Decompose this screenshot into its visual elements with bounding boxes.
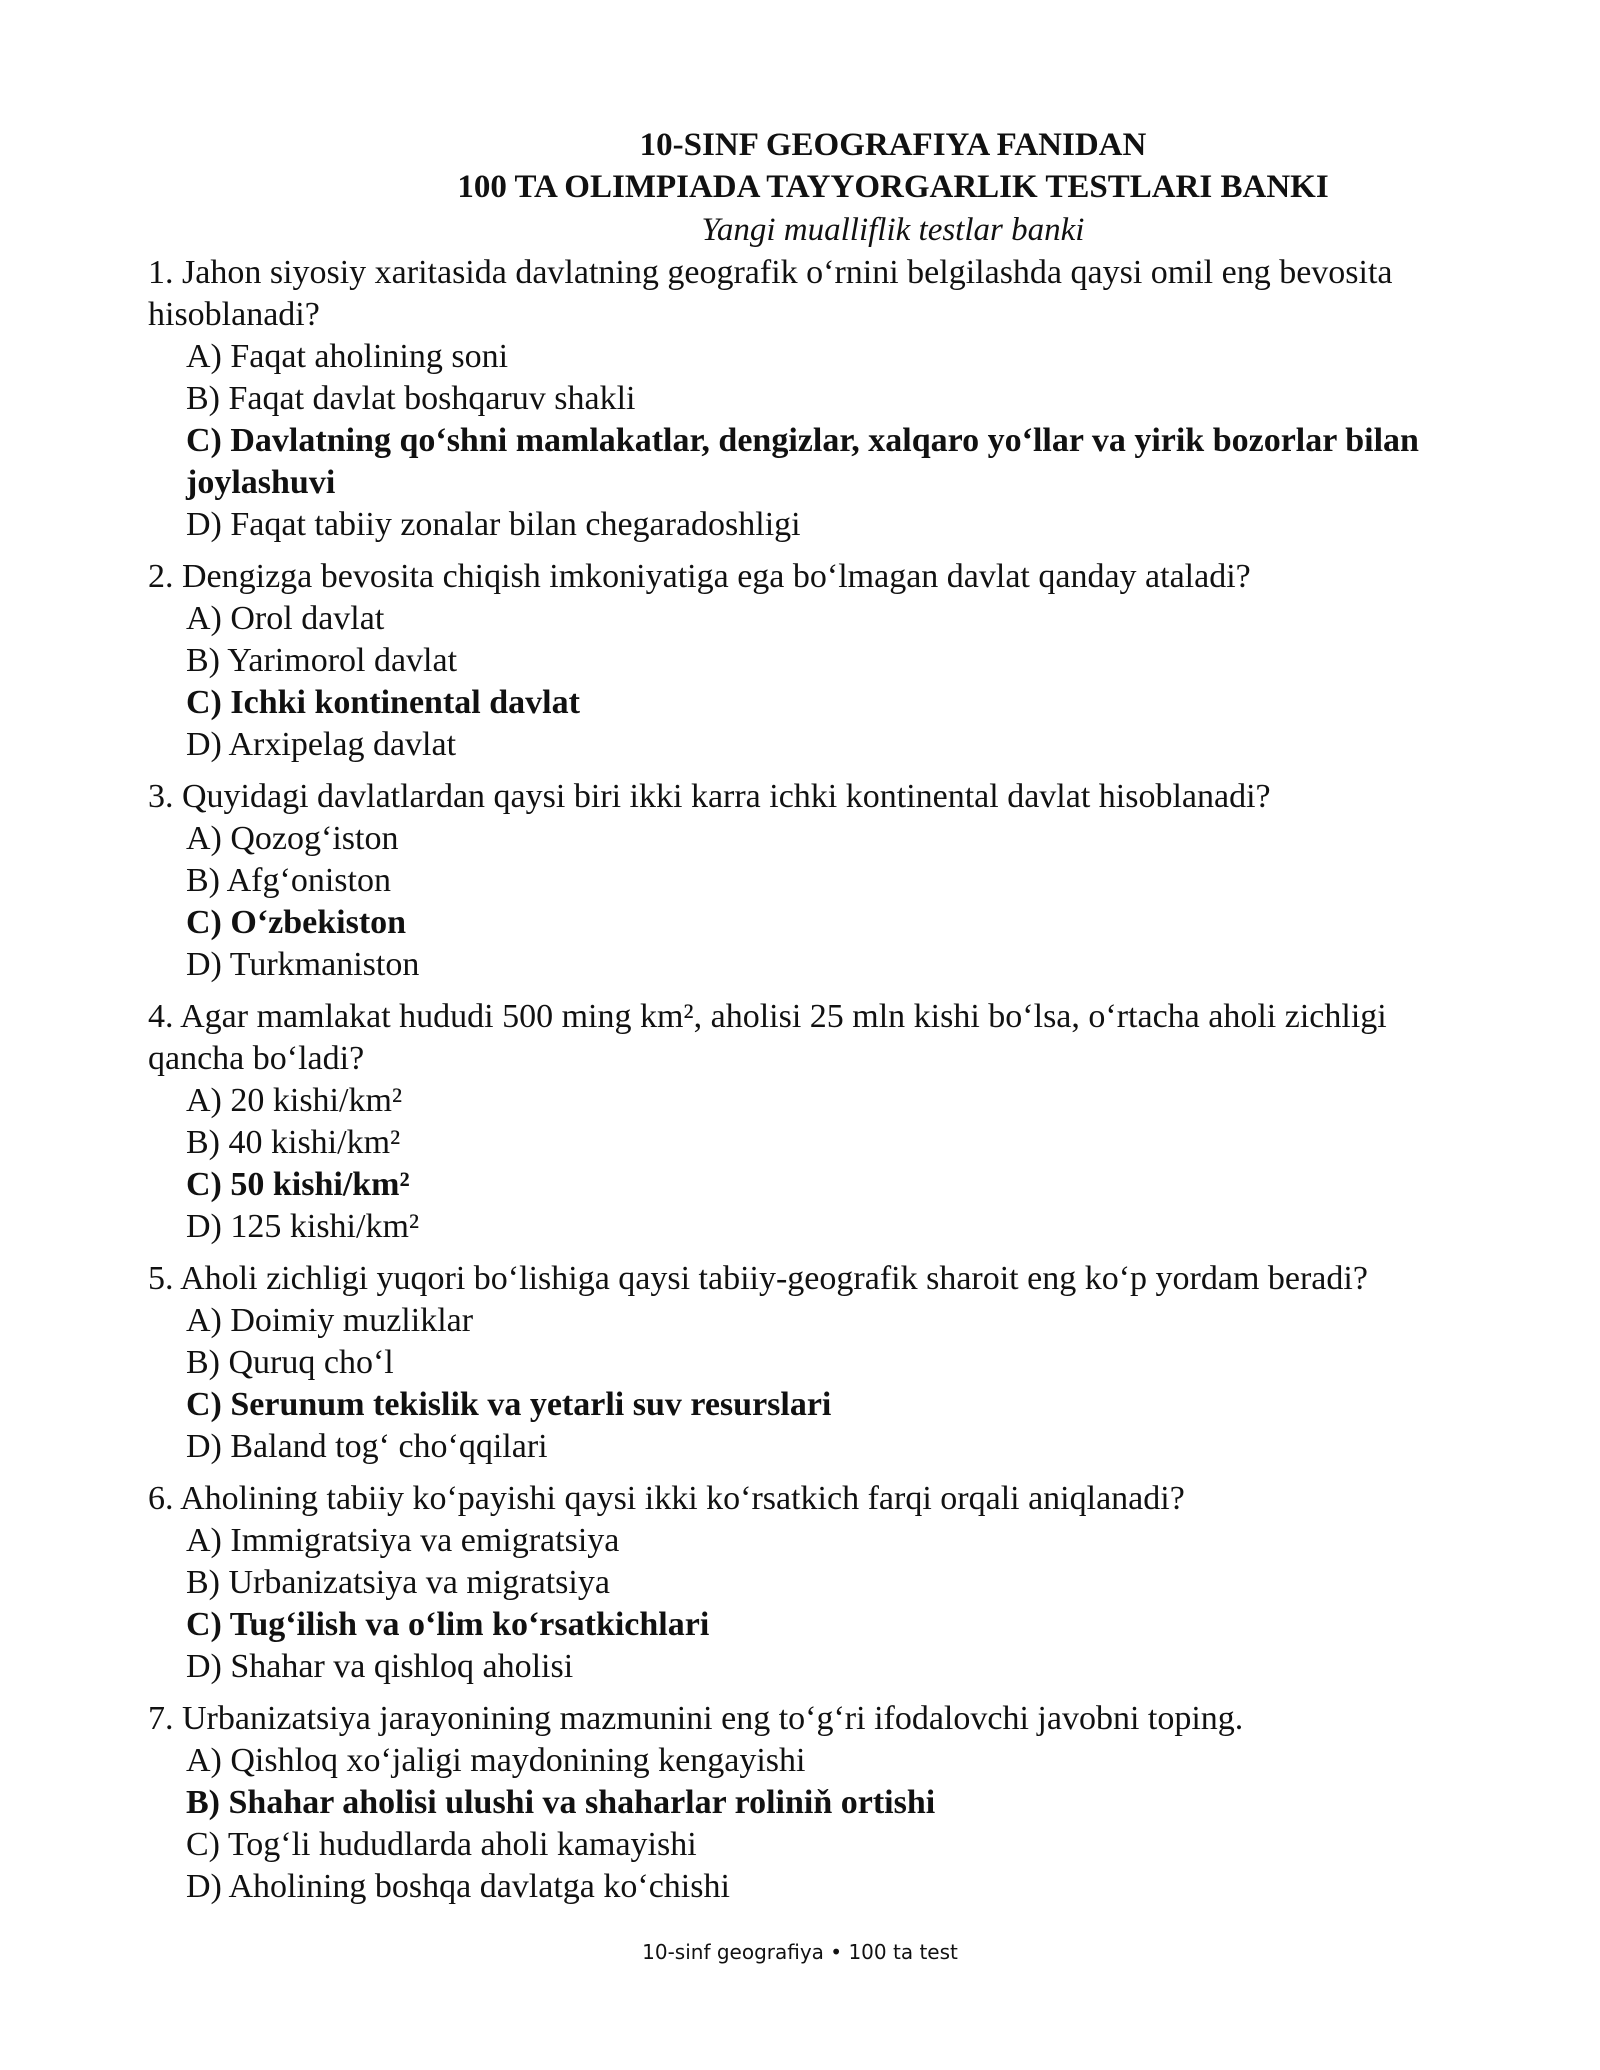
question-1 xyxy=(148,252,1478,546)
correct-answer-option: C) Davlatning qo‘shni mamlakatlar, dengizlar, xalqaro yo‘llar va yirik bozorlar bilan joylashuvi xyxy=(186,422,1419,501)
answer-option: C) Tog‘li hududlarda aholi kamayishi xyxy=(186,1826,697,1863)
answer-option: A) Doimiy muzliklar xyxy=(186,1302,474,1339)
correct-answer-option: C) Ichki kontinental davlat xyxy=(186,684,580,721)
page-footer: 10-sinf geografiya • 100 ta test xyxy=(642,1940,958,1964)
question-text: 4. Agar mamlakat hududi 500 ming km², aholisi 25 mln kishi bo‘lsa, o‘rtacha aholi zichligi qancha bo‘ladi? xyxy=(148,998,1387,1077)
answer-option: D) Baland tog‘ cho‘qqilari xyxy=(186,1428,548,1465)
question-text: 3. Quyidagi davlatlardan qaysi biri ikki karra ichki kontinental davlat hisoblanadi? xyxy=(148,778,1271,815)
correct-answer-option: B) Shahar aholisi ulushi va shaharlar roliniň ortishi xyxy=(186,1784,936,1821)
question-text: 2. Dengizga bevosita chiqish imkoniyatiga ega bo‘lmagan davlat qanday ataladi? xyxy=(148,558,1251,595)
question-text: 7. Urbanizatsiya jarayonining mazmunini eng to‘g‘ri ifodalovchi javobni toping. xyxy=(148,1700,1244,1737)
answer-options xyxy=(148,818,1478,986)
answer-options xyxy=(148,1080,1478,1248)
question-text: 6. Aholining tabiiy ko‘payishi qaysi ikki ko‘rsatkich farqi orqali aniqlanadi? xyxy=(148,1480,1185,1517)
question-text: 5. Aholi zichligi yuqori bo‘lishiga qaysi tabiiy-geografik sharoit eng ko‘p yordam beradi? xyxy=(148,1260,1368,1297)
answer-option: D) Aholining boshqa davlatga ko‘chishi xyxy=(186,1868,730,1905)
answer-option: A) Immigratsiya va emigratsiya xyxy=(186,1522,620,1559)
answer-option: D) Shahar va qishloq aholisi xyxy=(186,1648,574,1685)
answer-option: D) Faqat tabiiy zonalar bilan chegaradoshligi xyxy=(186,506,801,543)
document-header xyxy=(228,124,1558,252)
title-line-1: 10-SINF GEOGRAFIYA FANIDAN xyxy=(639,127,1147,163)
answer-options xyxy=(148,336,1478,546)
answer-options xyxy=(148,1520,1478,1688)
answer-options xyxy=(148,598,1478,766)
title-line-2: 100 TA OLIMPIADA TAYYORGARLIK TESTLARI BANKI xyxy=(457,169,1329,205)
correct-answer-option: C) Tug‘ilish va o‘lim ko‘rsatkichlari xyxy=(186,1606,710,1643)
answer-option: A) Faqat aholining soni xyxy=(186,338,509,375)
correct-answer-option: C) 50 kishi/km² xyxy=(186,1166,410,1203)
question-5 xyxy=(148,1258,1478,1468)
answer-option: D) 125 kishi/km² xyxy=(186,1208,420,1245)
answer-option: D) Turkmaniston xyxy=(186,946,420,983)
correct-answer-option: C) Serunum tekislik va yetarli suv resurslari xyxy=(186,1386,832,1423)
answer-option: B) Yarimorol davlat xyxy=(186,642,458,679)
answer-option: A) 20 kishi/km² xyxy=(186,1082,403,1119)
question-7 xyxy=(148,1698,1478,1908)
answer-option: A) Qozog‘iston xyxy=(186,820,399,857)
answer-option: B) Urbanizatsiya va migratsiya xyxy=(186,1564,610,1601)
question-4 xyxy=(148,996,1478,1248)
document-page xyxy=(148,124,1478,1908)
answer-option: B) Faqat davlat boshqaruv shakli xyxy=(186,380,636,417)
question-3 xyxy=(148,776,1478,986)
question-6 xyxy=(148,1478,1478,1688)
answer-options xyxy=(148,1740,1478,1908)
question-list xyxy=(148,252,1478,1908)
answer-option: B) Quruq cho‘l xyxy=(186,1344,394,1381)
question-text: 1. Jahon siyosiy xaritasida davlatning geografik o‘rnini belgilashda qaysi omil eng bevosita hisoblanadi? xyxy=(148,254,1393,333)
answer-option: B) 40 kishi/km² xyxy=(186,1124,401,1161)
answer-option: D) Arxipelag davlat xyxy=(186,726,457,763)
answer-option: B) Afg‘oniston xyxy=(186,862,391,899)
answer-option: A) Qishloq xo‘jaligi maydonining kengayishi xyxy=(186,1742,806,1779)
correct-answer-option: C) O‘zbekiston xyxy=(186,904,407,941)
answer-options xyxy=(148,1300,1478,1468)
subtitle: Yangi mualliflik testlar banki xyxy=(701,212,1085,248)
question-2 xyxy=(148,556,1478,766)
answer-option: A) Orol davlat xyxy=(186,600,385,637)
